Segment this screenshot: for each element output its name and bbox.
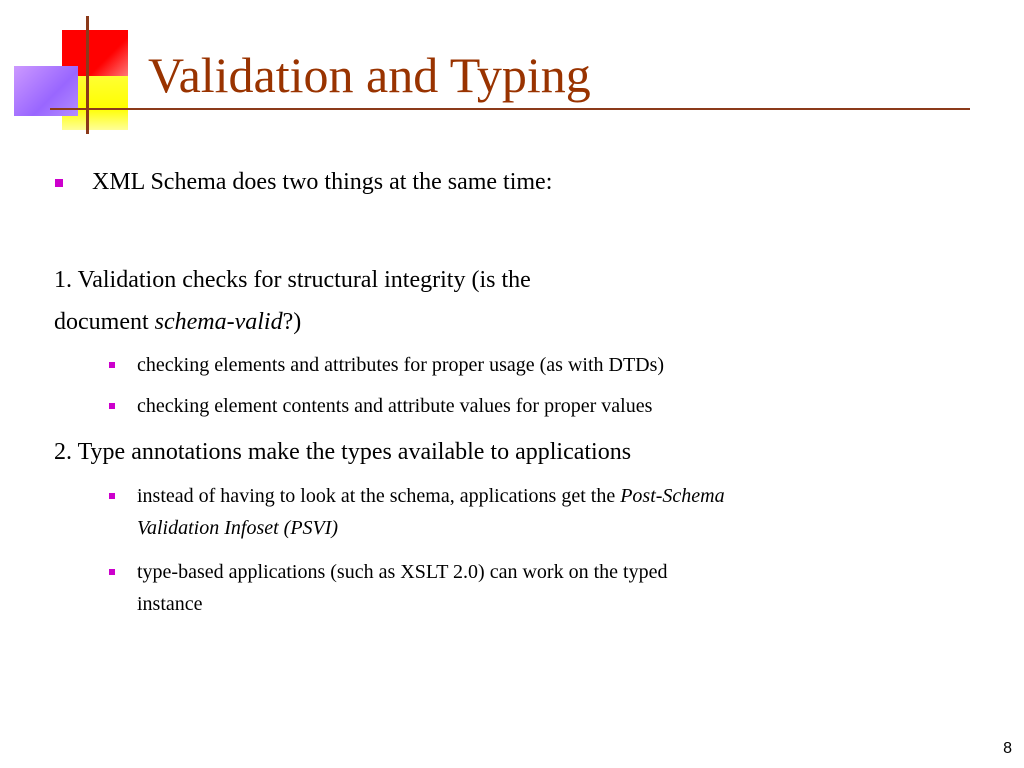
point1-line2-prefix: document — [54, 309, 155, 335]
point1-subitem-text: checking element contents and attribute values for proper values — [137, 395, 653, 417]
bullet-square-icon — [55, 179, 63, 187]
psvi-term-part1: Post-Schema — [620, 485, 725, 507]
point1-subitem-text: checking elements and attributes for proper usage (as with DTDs) — [137, 354, 665, 376]
title-underline — [50, 108, 970, 110]
point2-subitem-continuation: instance — [137, 593, 203, 615]
vertical-rule — [86, 16, 89, 134]
psvi-term-part2: Validation Infoset (PSVI) — [137, 517, 339, 539]
main-bullet-text: XML Schema does two things at the same time: — [92, 169, 553, 195]
bullet-square-icon — [109, 569, 115, 575]
point1-line2 — [54, 306, 301, 338]
point2-subitem — [137, 481, 725, 511]
point2-sub1-prefix: instead of having to look at the schema, applications get the — [137, 485, 621, 507]
point2-line: 2. Type annotations make the types available to applications — [54, 439, 632, 465]
point1-subitem — [137, 350, 664, 380]
slide-title: Validation and Typing — [148, 47, 591, 103]
main-bullet — [92, 166, 552, 198]
point1-line1: 1. Validation checks for structural integrity (is the — [54, 267, 531, 293]
point1-line2-suffix: ?) — [282, 309, 302, 335]
point1-subitem — [137, 391, 652, 421]
bullet-square-icon — [109, 493, 115, 499]
bullet-square-icon — [109, 362, 115, 368]
point2-subitem-continuation — [137, 513, 338, 543]
point2-sub2-line1: type-based applications (such as XSLT 2.0) can work on the typed — [137, 561, 668, 583]
point2-subitem — [137, 557, 667, 587]
schema-valid-term: schema-valid — [154, 309, 283, 335]
page-number: 8 — [1003, 740, 1012, 757]
bullet-square-icon — [109, 403, 115, 409]
